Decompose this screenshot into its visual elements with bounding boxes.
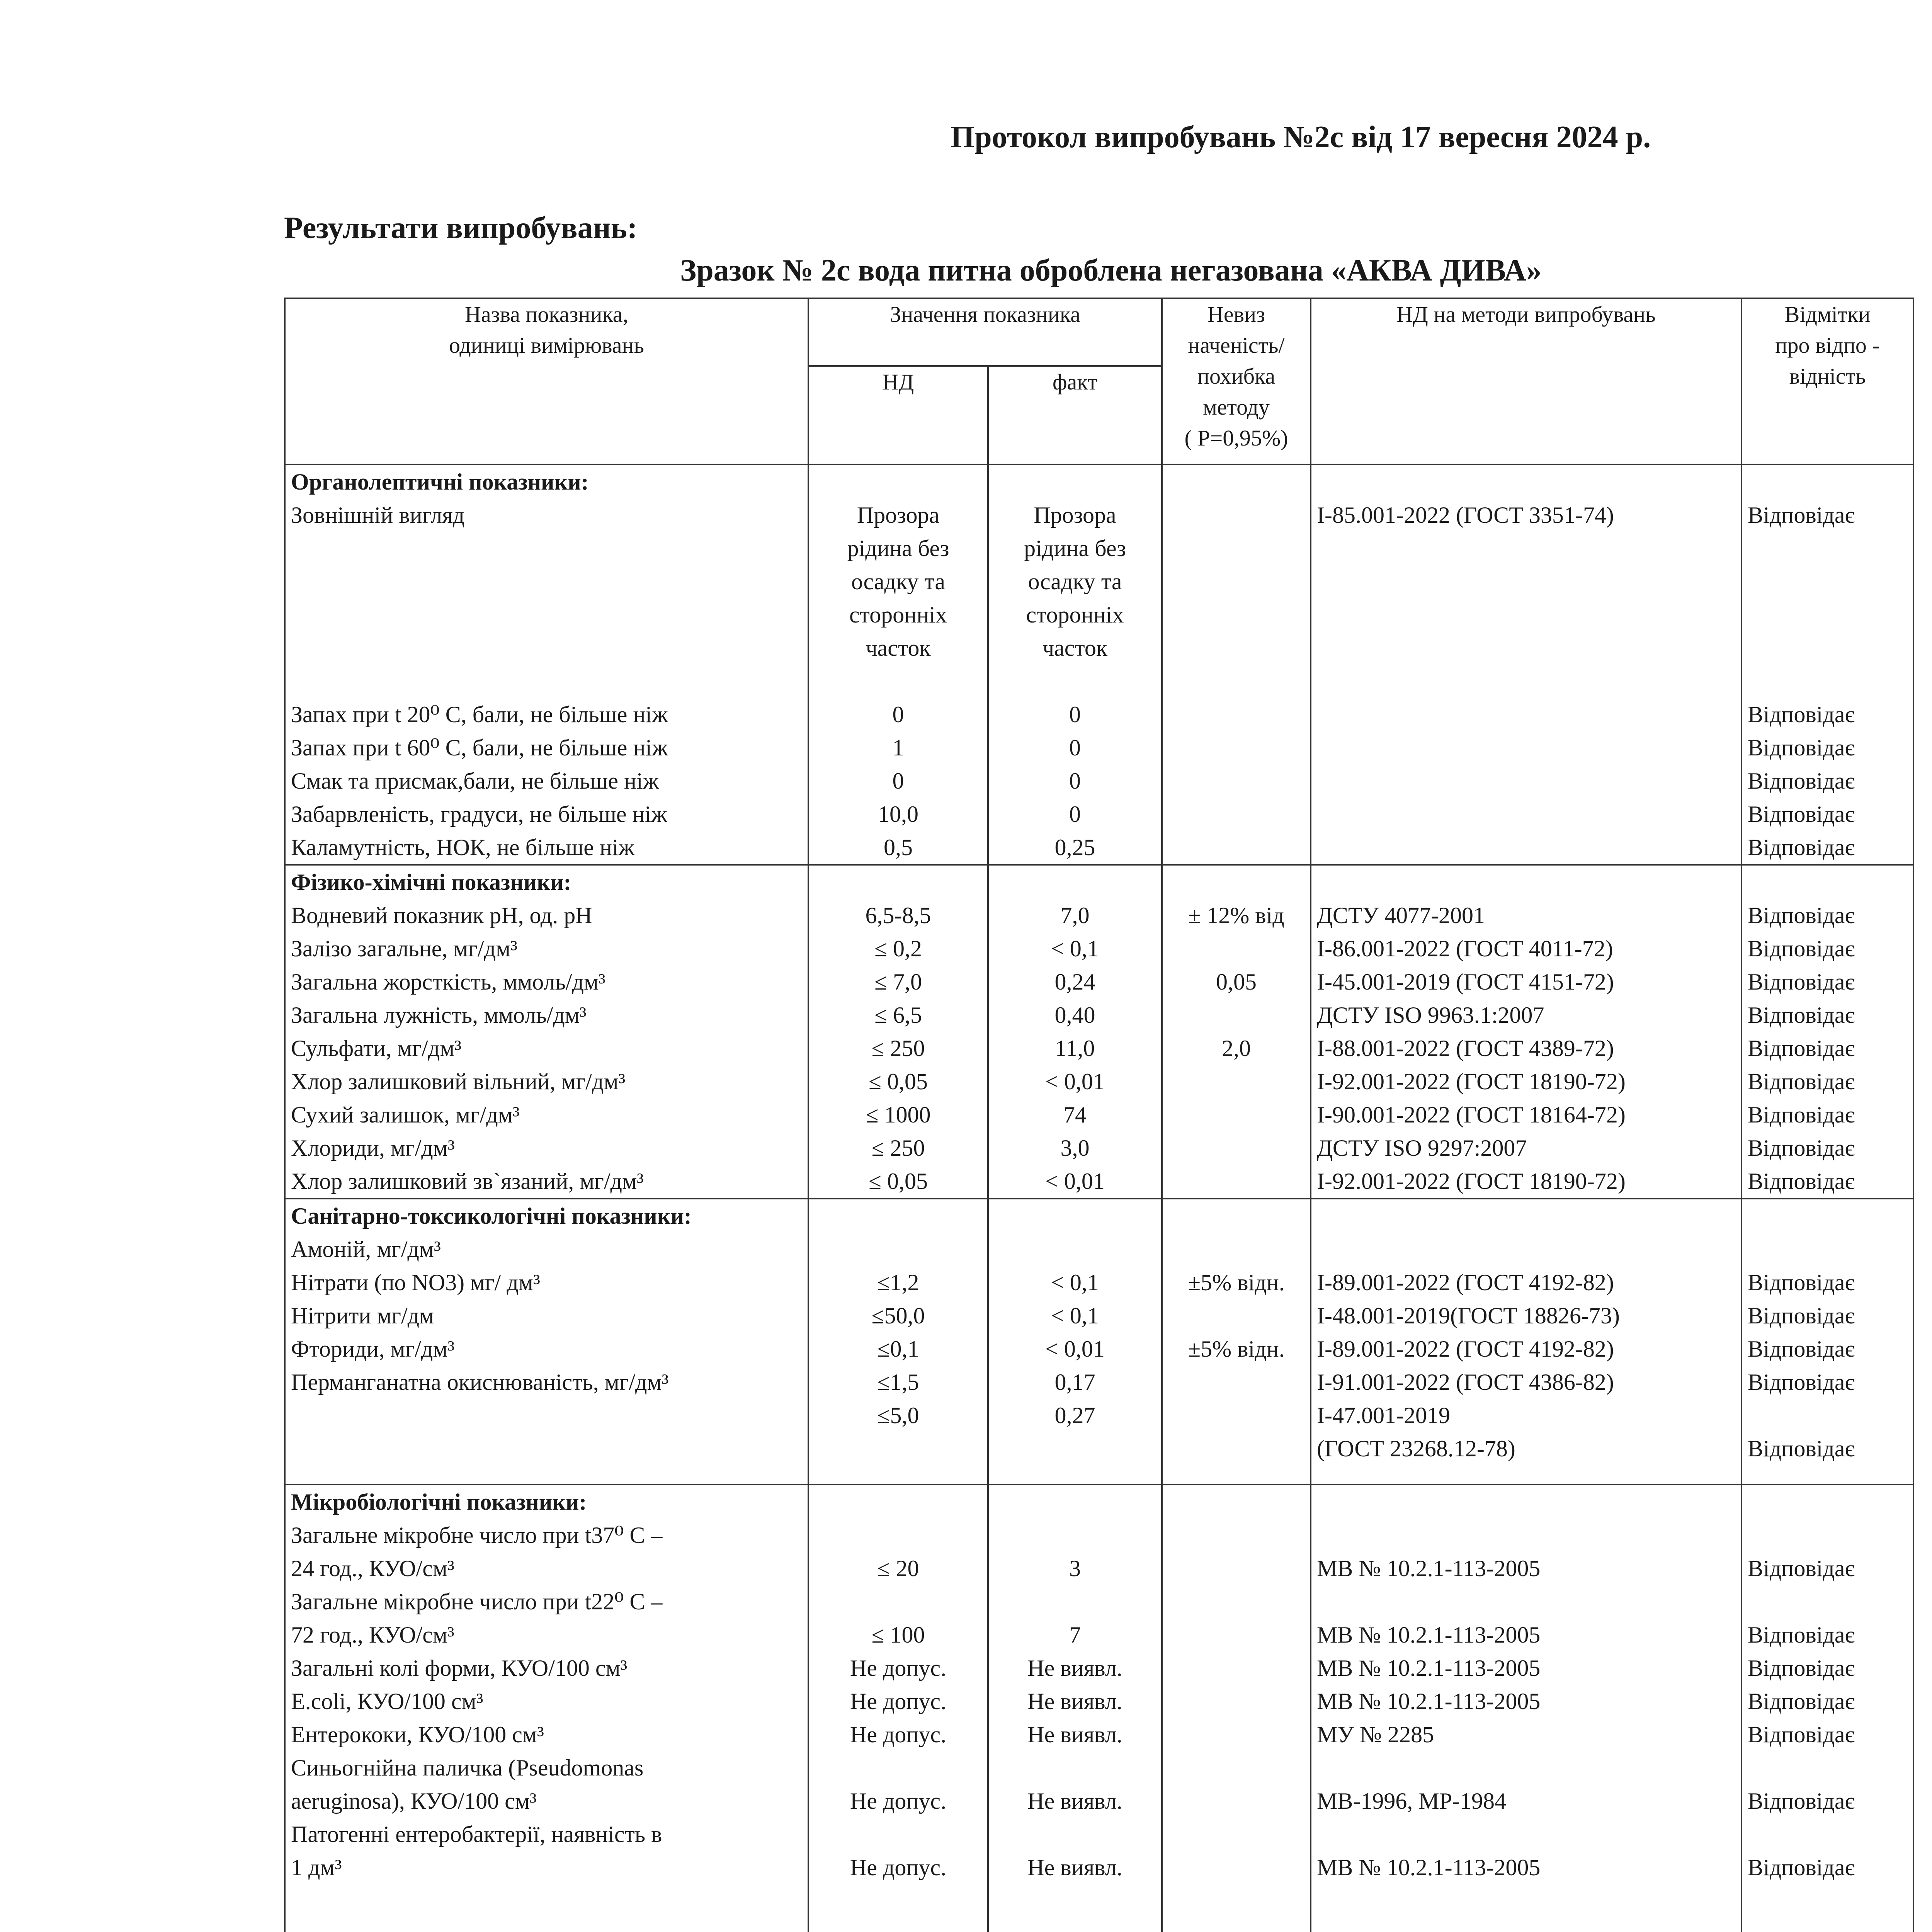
col-method [1311,1199,1742,1485]
col-unc [1162,1485,1311,1932]
header-line: Назва показника, [464,302,629,327]
cell-line: Прозора [1034,502,1116,528]
cell-line: Загальні колі форми, КУО/100 см³ [291,1655,628,1681]
col-fact [988,1199,1162,1485]
header-name [285,298,808,464]
cell-line: МВ-1996, МР-1984 [1317,1788,1507,1814]
col-method [1311,865,1742,1199]
cell-line: Відповідає [1748,1722,1855,1747]
section-title: Фізико-хімічні показники: [291,869,571,895]
cell-line: 0,17 [1054,1369,1095,1395]
cell-line: МВ № 10.2.1-113-2005 [1317,1689,1541,1714]
cell-line: Відповідає [1748,1102,1855,1128]
cell-line: 0 [1069,702,1081,727]
cell-line: (ГОСТ 23268.12-78) [1317,1436,1515,1461]
header-value: Значення показника [808,298,1162,366]
cell-line: І-92.001-2022 (ГОСТ 18190-72) [1317,1069,1626,1094]
col-nd [808,865,988,1199]
cell-line: Відповідає [1748,1303,1855,1328]
cell-line: Каламутність, НОК, не більше ніж [291,835,635,860]
results-table [284,298,1914,1932]
cell-line: І-48.001-2019(ГОСТ 18826-73) [1317,1303,1620,1328]
col-mark [1742,464,1913,865]
cell-line: 0 [1069,735,1081,760]
cell-line: ≤ 0,05 [869,1168,928,1194]
col-name [285,464,808,865]
cell-line: 3,0 [1060,1135,1090,1161]
cell-line: ДСТУ ISO 9297:2007 [1317,1135,1527,1161]
cell-line: Відповідає [1748,502,1855,528]
col-mark [1742,1485,1913,1932]
header-value-nd: НД [808,366,988,464]
cell-line: < 0,01 [1045,1168,1105,1194]
cell-line: Відповідає [1748,1002,1855,1028]
col-name [285,1199,808,1485]
cell-line: ≤ 0,05 [869,1069,928,1094]
cell-line: 11,0 [1055,1036,1095,1061]
cell-line: Сульфати, мг/дм³ [291,1036,462,1061]
cell-line: Відповідає [1748,735,1855,760]
cell-line: ≤ 6,5 [874,1002,922,1028]
cell-line: Нітрити мг/дм [291,1303,434,1328]
cell-line: < 0,1 [1051,1303,1099,1328]
cell-line: рідина без [847,536,949,561]
cell-line: часток [866,635,931,661]
col-fact [988,1485,1162,1932]
cell-line: ДСТУ 4077-2001 [1317,903,1485,928]
cell-line: МВ № 10.2.1-113-2005 [1317,1556,1541,1581]
cell-line: Патогенні ентеробактерії, наявність в [291,1821,662,1847]
cell-line: Не виявл. [1027,1788,1122,1814]
cell-line: Не допус. [850,1689,947,1714]
cell-line: Не виявл. [1027,1655,1122,1681]
cell-line: 1 [892,735,904,760]
cell-line: Відповідає [1748,1855,1855,1880]
section-row [285,1199,1913,1485]
cell-line: Не допус. [850,1655,947,1681]
section-title: Санітарно-токсикологічні показники: [291,1203,692,1229]
cell-line: Забарвленість, градуси, не більше ніж [291,801,667,827]
cell-line: 0 [892,702,904,727]
cell-line: 0,24 [1054,969,1095,995]
cell-line: Прозора [857,502,940,528]
cell-line: Відповідає [1748,936,1855,961]
cell-line: І-88.001-2022 (ГОСТ 4389-72) [1317,1036,1614,1061]
cell-line: Відповідає [1748,768,1855,794]
cell-line: aeruginosa), КУО/100 см³ [291,1788,537,1814]
cell-line: Відповідає [1748,1135,1855,1161]
col-nd [808,1199,988,1485]
cell-line: Амоній, мг/дм³ [291,1236,441,1262]
cell-line: МВ № 10.2.1-113-2005 [1317,1622,1541,1648]
cell-line: 1 дм³ [291,1855,342,1880]
cell-line: МВ № 10.2.1-113-2005 [1317,1655,1541,1681]
cell-line: 0,25 [1054,835,1095,860]
cell-line: ≤1,5 [877,1369,919,1395]
cell-line: І-86.001-2022 (ГОСТ 4011-72) [1317,936,1613,961]
col-unc [1162,464,1311,865]
cell-line: осадку та [851,569,945,594]
cell-line: Залізо загальне, мг/дм³ [291,936,518,961]
header-line: методу [1203,395,1270,420]
col-mark [1742,1199,1913,1485]
cell-line: Відповідає [1748,1436,1855,1461]
cell-line: Відповідає [1748,1069,1855,1094]
cell-line: І-90.001-2022 (ГОСТ 18164-72) [1317,1102,1626,1128]
header-line: одиниці вимірювань [449,333,645,358]
col-method [1311,1485,1742,1932]
cell-line: Перманганатна окиснюваність, мг/дм³ [291,1369,669,1395]
cell-line: ±5% відн. [1188,1270,1285,1295]
cell-line: І-91.001-2022 (ГОСТ 4386-82) [1317,1369,1614,1395]
cell-line: ДСТУ ISO 9963.1:2007 [1317,1002,1544,1028]
cell-line: Хлор залишковий зв`язаний, мг/дм³ [291,1168,644,1194]
cell-line: Не допус. [850,1722,947,1747]
cell-line: Відповідає [1748,1369,1855,1395]
col-nd [808,1485,988,1932]
header-marks [1742,298,1913,464]
cell-line: Загальне мікробне число при t37⁰ С – [291,1522,663,1548]
col-unc [1162,1199,1311,1485]
cell-line: Відповідає [1748,801,1855,827]
cell-line: Відповідає [1748,1556,1855,1581]
section-row [285,464,1913,865]
section-row [285,865,1913,1199]
cell-line: МУ № 2285 [1317,1722,1434,1747]
cell-line: Відповідає [1748,702,1855,727]
cell-line: Загальна лужність, ммоль/дм³ [291,1002,587,1028]
cell-line: ≤ 7,0 [874,969,922,995]
cell-line: Сухий залишок, мг/дм³ [291,1102,520,1128]
cell-line: ≤0,1 [877,1336,919,1362]
cell-line: Не допус. [850,1855,947,1880]
cell-line: ≤5,0 [877,1403,919,1428]
cell-line: ≤ 0,2 [874,936,922,961]
col-unc [1162,865,1311,1199]
cell-line: < 0,1 [1051,1270,1099,1295]
cell-line: Хлориди, мг/дм³ [291,1135,455,1161]
cell-line: Відповідає [1748,1622,1855,1648]
cell-line: < 0,1 [1051,936,1099,961]
cell-line: ±5% відн. [1188,1336,1285,1362]
cell-line: 3 [1069,1556,1081,1581]
cell-line: рідина без [1024,536,1126,561]
cell-line: Відповідає [1748,835,1855,860]
section-title: Органолептичні показники: [291,469,589,495]
cell-line: ≤ 250 [871,1135,925,1161]
cell-line: Загальна жорсткість, ммоль/дм³ [291,969,605,995]
cell-line: 0,05 [1216,969,1257,995]
header-line: відність [1789,364,1866,389]
section-title: Мікробіологічні показники: [291,1489,587,1515]
cell-line: Відповідає [1748,1168,1855,1194]
sample-title: Зразок № 2с вода питна оброблена негазована «АКВА ДИВА» [680,253,1542,287]
cell-line: І-45.001-2019 (ГОСТ 4151-72) [1317,969,1614,995]
col-name [285,865,808,1199]
cell-line: Відповідає [1748,1270,1855,1295]
cell-line: Відповідає [1748,1689,1855,1714]
cell-line: Не допус. [850,1788,947,1814]
cell-line: Зовнішній вигляд [291,502,465,528]
cell-line: 74 [1063,1102,1087,1128]
cell-line: 0,40 [1054,1002,1095,1028]
cell-line: 7 [1069,1622,1081,1648]
cell-line: Ентерококи, КУО/100 см³ [291,1722,544,1747]
protocol-title: Протокол випробувань №2с від 17 вересня 2024 р. [951,120,1651,154]
cell-line: Смак та присмак,бали, не більше ніж [291,768,659,794]
cell-line: 0 [892,768,904,794]
cell-line: І-89.001-2022 (ГОСТ 4192-82) [1317,1270,1614,1295]
cell-line: 0,27 [1054,1403,1095,1428]
cell-line: часток [1042,635,1108,661]
cell-line: < 0,01 [1045,1069,1105,1094]
cell-line: осадку та [1028,569,1122,594]
header-line: Невиз [1208,302,1265,327]
cell-line: Хлор залишковий вільний, мг/дм³ [291,1069,626,1094]
cell-line: Відповідає [1748,903,1855,928]
cell-line: ≤ 20 [877,1556,919,1581]
cell-line: І-47.001-2019 [1317,1403,1450,1428]
cell-line: сторонніх [849,602,947,628]
cell-line: Не виявл. [1027,1855,1122,1880]
cell-line: І-92.001-2022 (ГОСТ 18190-72) [1317,1168,1626,1194]
header-line: про відпо - [1775,333,1880,358]
col-mark [1742,865,1913,1199]
cell-line: Відповідає [1748,1036,1855,1061]
col-fact [988,464,1162,865]
cell-line: Загальне мікробне число при t22⁰ С – [291,1589,663,1614]
cell-line: E.coli, КУО/100 см³ [291,1689,483,1714]
cell-line: 7,0 [1060,903,1090,928]
col-nd [808,464,988,865]
header-line: похибка [1197,364,1276,389]
cell-line: Нітрати (по NO3) мг/ дм³ [291,1270,540,1295]
cell-line: сторонніх [1026,602,1124,628]
header-methods: НД на методи випробувань [1311,298,1742,464]
cell-line: І-89.001-2022 (ГОСТ 4192-82) [1317,1336,1614,1362]
cell-line: Відповідає [1748,1655,1855,1681]
cell-line: Запах при t 20⁰ С, бали, не більше ніж [291,702,668,727]
cell-line: МВ № 10.2.1-113-2005 [1317,1855,1541,1880]
cell-line: 0 [1069,801,1081,827]
header-line: наченість/ [1188,333,1285,358]
cell-line: Синьогнійна паличка (Pseudomonas [291,1755,644,1781]
cell-line: 0,5 [884,835,913,860]
cell-line: 0 [1069,768,1081,794]
cell-line: Фториди, мг/дм³ [291,1336,455,1362]
cell-line: ≤50,0 [871,1303,925,1328]
header-value-fact: факт [988,366,1162,464]
cell-line: Відповідає [1748,1788,1855,1814]
results-heading: Результати випробувань: [284,211,638,245]
col-fact [988,865,1162,1199]
header-line: Відмітки [1784,302,1871,327]
cell-line: ≤ 250 [871,1036,925,1061]
cell-line: І-85.001-2022 (ГОСТ 3351-74) [1317,502,1614,528]
section-row [285,1485,1913,1932]
cell-line: ≤1,2 [877,1270,919,1295]
header-line: ( Р=0,95%) [1184,425,1288,451]
cell-line: Водневий показник рН, од. рН [291,903,592,928]
cell-line: Не виявл. [1027,1722,1122,1747]
cell-line: Запах при t 60⁰ С, бали, не більше ніж [291,735,668,760]
cell-line: 6,5-8,5 [865,903,931,928]
cell-line: 24 год., КУО/см³ [291,1556,454,1581]
col-method [1311,464,1742,865]
header-uncertainty [1162,298,1311,464]
col-name [285,1485,808,1932]
cell-line: Відповідає [1748,969,1855,995]
cell-line: ± 12% від [1188,903,1284,928]
cell-line: ≤ 100 [871,1622,925,1648]
cell-line: Не виявл. [1027,1689,1122,1714]
cell-line: Відповідає [1748,1336,1855,1362]
cell-line: 72 год., КУО/см³ [291,1622,454,1648]
cell-line: 2,0 [1222,1036,1251,1061]
cell-line: ≤ 1000 [866,1102,931,1128]
cell-line: < 0,01 [1045,1336,1105,1362]
cell-line: 10,0 [878,801,918,827]
